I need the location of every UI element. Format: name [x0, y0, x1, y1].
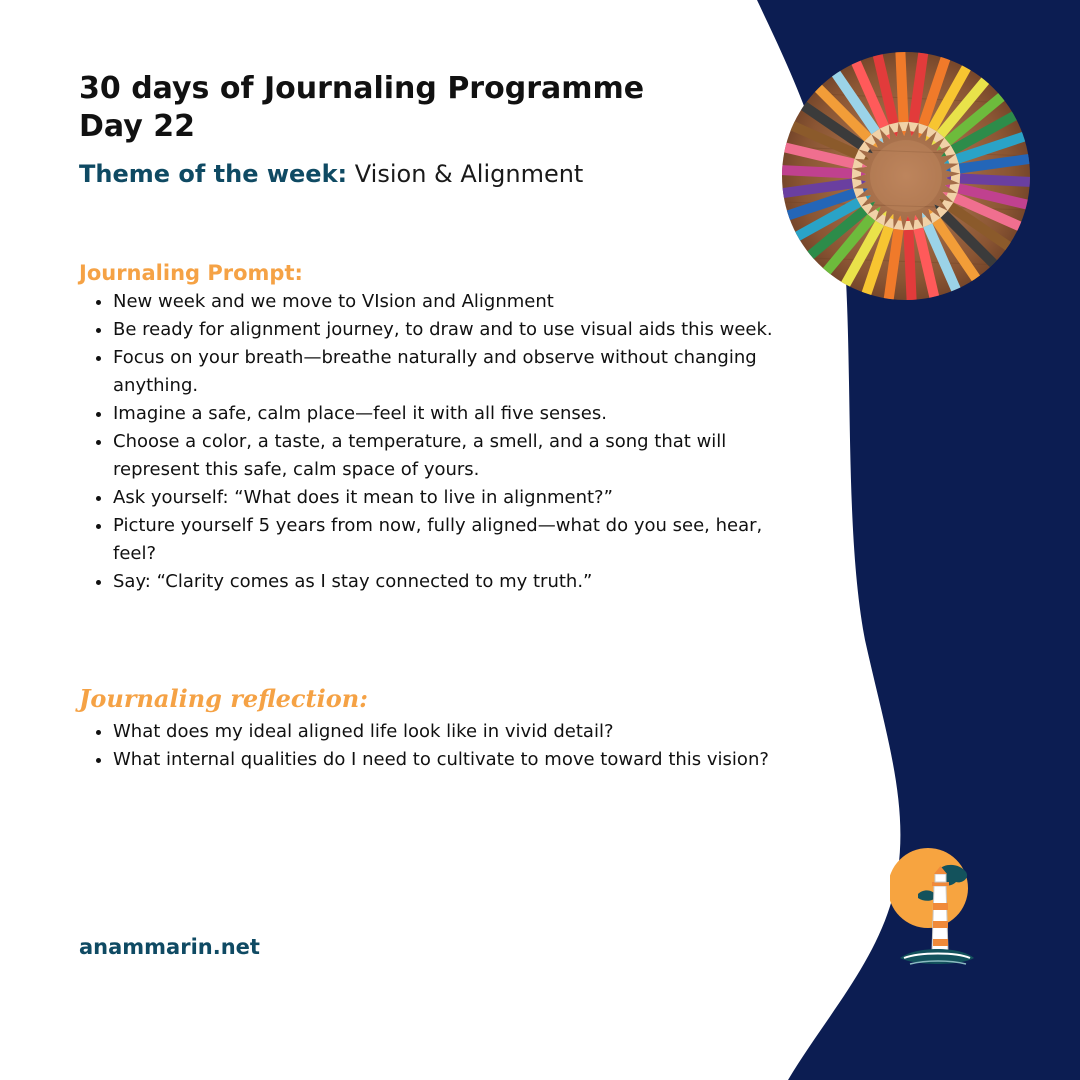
title-line-2: Day 22 — [79, 109, 195, 144]
prompt-item: • Ask yourself: “What does it mean to live in alignment?” — [113, 484, 784, 512]
colored-pencils-circle-photo — [782, 52, 1030, 300]
journaling-reflection-heading: Journaling reflection: — [79, 684, 369, 713]
journaling-prompt-list — [79, 288, 784, 596]
prompt-item: • Picture yourself 5 years from now, fully aligned—what do you see, hear, feel? — [113, 512, 784, 568]
prompt-item: • Choose a color, a taste, a temperature, a smell, and a song that will represent this safe, calm space of yours. — [113, 428, 784, 484]
prompt-item: • Focus on your breath—breathe naturally and observe without changing anything. — [113, 344, 784, 400]
reflection-item: • What does my ideal aligned life look like in vivid detail? — [113, 718, 784, 746]
theme-of-week — [79, 158, 583, 190]
title-line-1: 30 days of Journaling Programme — [79, 71, 645, 106]
page-title — [79, 70, 644, 146]
reflection-item: • What internal qualities do I need to cultivate to move toward this vision? — [113, 746, 784, 774]
prompt-item: • Imagine a safe, calm place—feel it with all five senses. — [113, 400, 784, 428]
website-link[interactable]: anammarin.net — [79, 935, 260, 959]
prompt-item: • New week and we move to VIsion and Alignment — [113, 288, 784, 316]
lighthouse-sun-icon — [890, 848, 976, 970]
prompt-item: • Be ready for alignment journey, to draw and to use visual aids this week. — [113, 316, 784, 344]
prompt-item: • Say: “Clarity comes as I stay connected to my truth.” — [113, 568, 784, 596]
theme-label: Theme of the week: — [79, 160, 348, 188]
theme-value: Vision & Alignment — [354, 160, 584, 188]
journaling-reflection-list — [79, 718, 784, 774]
journaling-prompt-heading: Journaling Prompt: — [79, 261, 303, 285]
